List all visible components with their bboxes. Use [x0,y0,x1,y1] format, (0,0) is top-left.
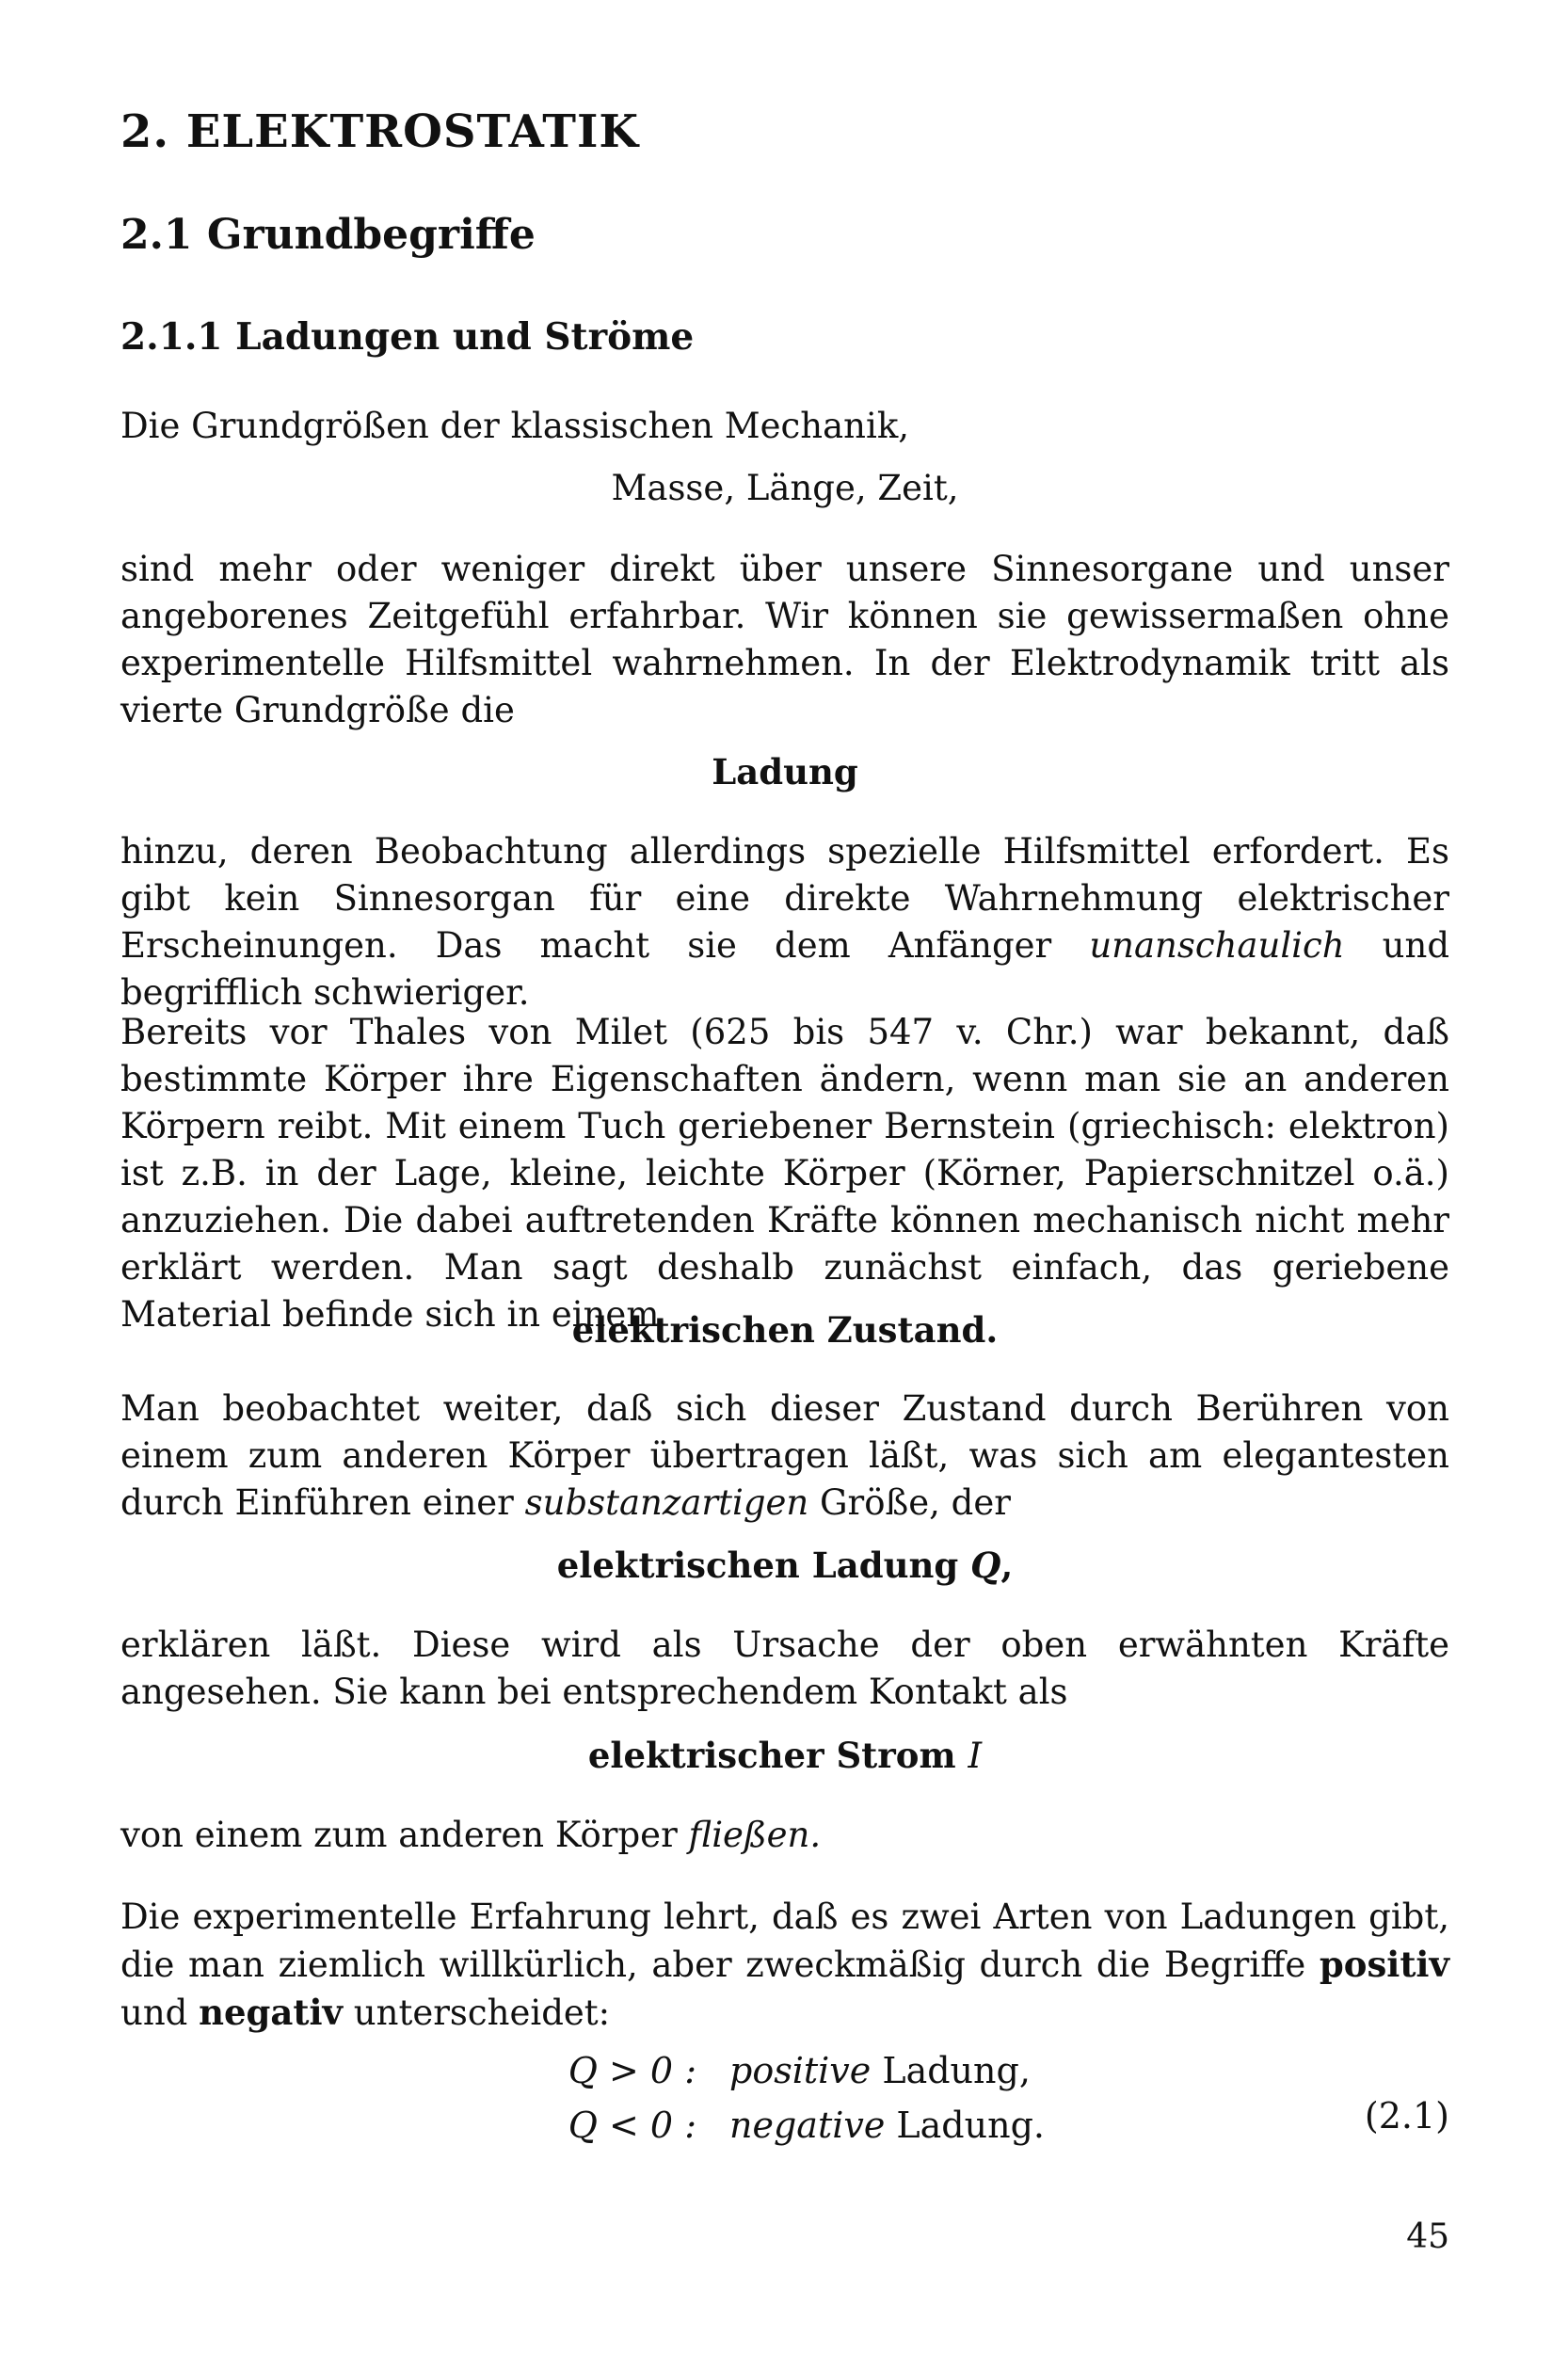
centered-term-zustand: elektrischen Zustand. [571,1309,999,1351]
emphasis-unanschaulich: unanschaulich [1089,925,1345,966]
emphasis-substanzartigen: substanzartigen [524,1482,809,1523]
paragraph-2: sind mehr oder weniger direkt über unsere Sinnesorgane und unser angeborenes Zeitgefühl erfahrbar. Wir können sie gewissermaßen ohne experimentelle Hilfsmittel wahrnehmen. In der Elektrodynamik tritt als vierte Grundgröße die [120,549,1449,730]
emphasis-fliessen: fließen. [688,1815,822,1855]
equation-2-1: Q > 0 : positive Ladung, Q < 0 : negative Ladung. (2.1) [568,2050,1449,2146]
paragraph-6: erklären läßt. Diese wird als Ursache der oben erwähnten Kräfte angesehen. Sie kann bei entsprechendem Kontakt als [120,1625,1449,1712]
chapter-title: 2. ELEKTROSTATIK [120,105,640,158]
centered-term-ladung: Ladung [712,751,858,792]
page-number: 45 [1406,2217,1449,2256]
paragraph-7: von einem zum anderen Körper fließen. [120,1815,822,1855]
centered-term-1: Masse, Länge, Zeit, [611,468,959,508]
paragraph-1: Die Grundgrößen der klassischen Mechanik, [120,406,910,446]
paragraph-4: Bereits vor Thales von Milet (625 bis 547 v. Chr.) war bekannt, daß bestimmte Körper ihre Eigenschaften ändern, wenn man sie an anderen Körpern reibt. Mit einem Tuch geriebener Bernstein (griechisch: elektron) ist z.B. in der Lage, kleine, leichte Körper (Körner, Papierschnitzel o.ä.) anzuziehen. Die dabei auftretenden Kräfte können mechanisch nicht mehr erklärt werden. Man sagt deshalb zunächst einfach, das geriebene Material befinde sich in einem [120,1012,1449,1335]
paragraph-8: Die experimentelle Erfahrung lehrt, daß es zwei Arten von Ladungen gibt, die man ziemlich willkürlich, aber zweckmäßig durch die Begriffe positiv und negativ unterscheidet: [120,1897,1449,2033]
paragraph-3: hinzu, deren Beobachtung allerdings spezielle Hilfsmittel erfordert. Es gibt kein Sinnesorgan für eine direkte Wahrnehmung elektrischer Erscheinungen. Das macht sie dem Anfänger unanschaulich und begrifflich schwieriger. [120,831,1449,1013]
equation-number: (2.1) [1364,2095,1449,2137]
section-title: 2.1 Grundbegriffe [120,211,536,259]
subsection-title: 2.1.1 Ladungen und Ströme [120,315,695,359]
centered-term-ladung-q: elektrischen Ladung Q, [556,1545,1014,1586]
centered-term-strom: elektrischer Strom I [587,1735,983,1776]
paragraph-5: Man beobachtet weiter, daß sich dieser Zustand durch Berühren von einem zum anderen Körper übertragen läßt, was sich am elegantesten durch Einführen einer substanzartigen Größe, der [120,1388,1449,1523]
